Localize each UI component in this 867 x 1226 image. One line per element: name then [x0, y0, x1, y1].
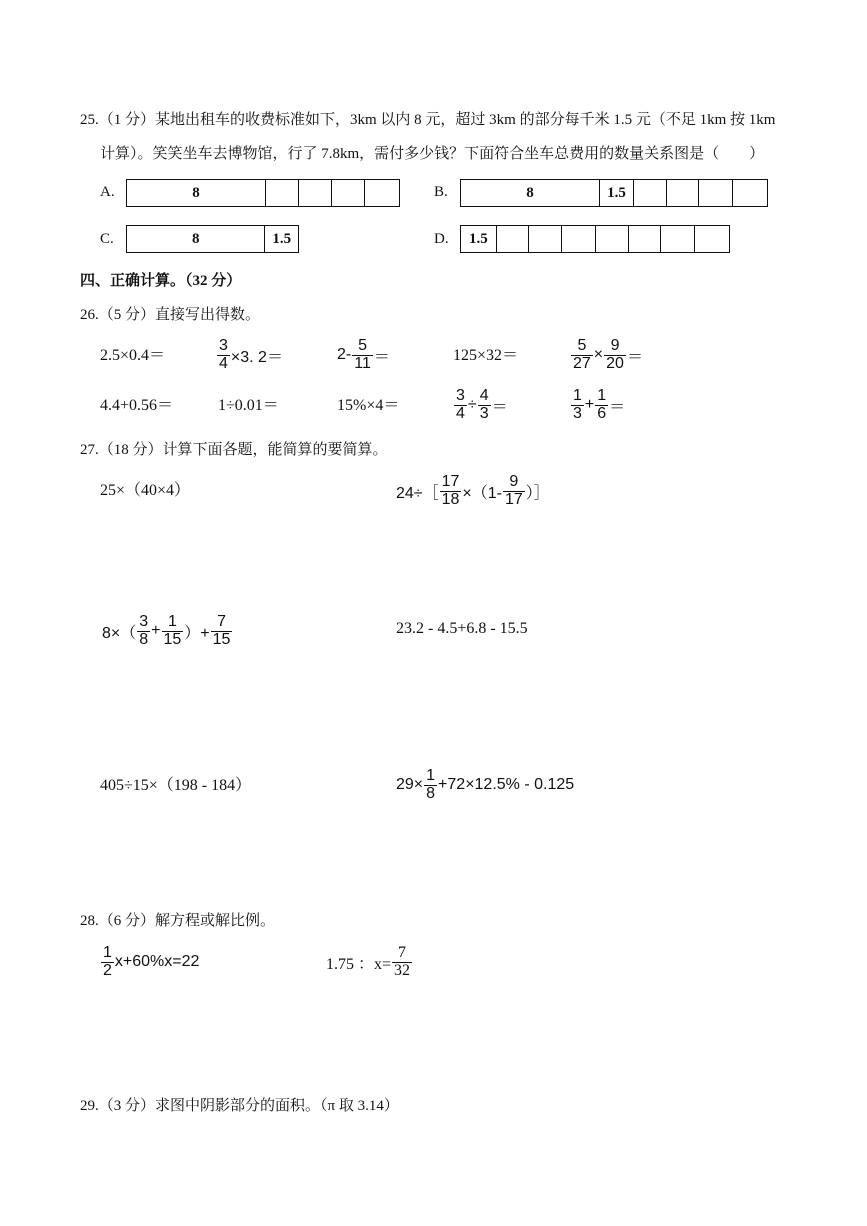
fraction — [101, 945, 114, 980]
expr-text: ）+ — [184, 624, 210, 642]
denominator: 8 — [426, 784, 436, 802]
bar-cell — [365, 180, 399, 206]
q26-expr-6 — [100, 392, 173, 415]
q26-expr-9 — [453, 388, 508, 423]
numerator: 9 — [509, 473, 519, 490]
bar-cell — [299, 180, 332, 206]
option-a-bar — [126, 179, 400, 207]
denominator: 11 — [354, 354, 371, 372]
expr-text: ＝ — [373, 348, 390, 366]
q27-title: 27.（18 分）计算下面各题，能简算的要简算。 — [80, 442, 388, 458]
q27-problem-5 — [100, 772, 251, 795]
expr-text: ÷ — [467, 396, 477, 414]
q26-expr-3 — [337, 338, 390, 373]
bar-cell: 1.5 — [272, 230, 292, 247]
q27-problem-2 — [396, 474, 550, 509]
option-b-label: B. — [434, 184, 448, 200]
denominator: 27 — [573, 354, 591, 372]
denominator: 20 — [606, 354, 624, 372]
expr-text: + — [151, 622, 161, 640]
fraction — [217, 338, 230, 373]
q26-expr-2 — [216, 338, 283, 373]
q25-line1: 25.（1 分）某地出租车的收费标准如下，3km 以内 8 元，超过 3km 的部分每千米 1.5 元（不足 1km 按 1km — [80, 112, 776, 128]
q26-expr-10 — [570, 388, 625, 423]
denominator: 32 — [394, 961, 411, 979]
numerator: 9 — [610, 337, 620, 354]
expr-text: 8×（ — [102, 624, 137, 642]
expr-text: ×3. 2＝ — [230, 348, 283, 366]
denominator: 6 — [597, 404, 607, 422]
numerator: 5 — [358, 337, 367, 354]
expr-text: ）］ — [525, 484, 550, 502]
fraction — [211, 614, 233, 649]
fraction — [604, 338, 626, 373]
option-c-bar — [126, 225, 299, 253]
option-c-label: C. — [100, 231, 114, 247]
numerator: 3 — [456, 387, 465, 404]
q26-expr-4 — [453, 342, 518, 365]
bar-cell: 8 — [461, 180, 600, 206]
numerator: 3 — [219, 337, 228, 354]
numerator: 1 — [167, 613, 177, 630]
expr-text: 2- — [337, 346, 352, 364]
bar-cell: 1.5 — [600, 180, 634, 206]
numerator: 1 — [573, 387, 582, 404]
bar-cell — [667, 180, 700, 206]
q26-expr-8 — [337, 392, 399, 415]
section-title: 四、正确计算。（32 分） — [80, 273, 242, 289]
bar-cell: 8 — [127, 226, 265, 252]
denominator: 17 — [504, 490, 523, 508]
denominator: 2 — [103, 961, 112, 979]
expr-text: 4.4+0.56＝ — [100, 397, 174, 414]
numerator: 1 — [597, 387, 607, 404]
q27-problem-4 — [396, 620, 528, 638]
bar-cell — [629, 226, 662, 252]
bar-cell — [733, 180, 767, 206]
q26-title: 26.（5 分）直接写出得数。 — [80, 307, 261, 323]
denominator: 18 — [441, 490, 460, 508]
denominator: 4 — [219, 354, 228, 372]
numerator: 4 — [479, 387, 489, 404]
numerator: 17 — [441, 473, 460, 490]
q28-equation-1 — [100, 945, 199, 980]
fraction — [571, 338, 593, 373]
numerator: 5 — [577, 337, 587, 354]
bar-cell — [596, 226, 629, 252]
denominator: 8 — [139, 630, 149, 648]
bar-cell — [699, 180, 733, 206]
fraction — [392, 945, 412, 980]
bar-cell — [661, 226, 695, 252]
fraction — [440, 474, 462, 509]
option-b-bar — [460, 179, 768, 207]
expr-text: 405÷15×（198 - 184） — [100, 777, 252, 794]
expr-text: ＝ — [609, 398, 626, 416]
denominator: 3 — [479, 404, 489, 422]
expr-text: 2.5×0.4＝ — [100, 347, 166, 364]
expr-text: 1.75 ：x= — [326, 955, 392, 973]
q27-problem-6 — [396, 768, 574, 803]
fraction — [571, 388, 584, 423]
expr-text: 15%×4＝ — [337, 397, 400, 414]
bar-cell — [266, 180, 299, 206]
bar-cell: 8 — [127, 180, 266, 206]
q25-line2: 计算）。笑笑坐车去博物馆，行了 7.8km，需付多少钱？下面符合坐车总费用的数量关系图是（ ） — [100, 146, 765, 162]
expr-text: 25×（40×4） — [100, 482, 191, 499]
denominator: 3 — [573, 404, 582, 422]
q28-title: 28.（6 分）解方程或解比例。 — [80, 913, 276, 929]
bar-cell — [332, 180, 366, 206]
expr-text: 29× — [396, 776, 424, 794]
bar-cell — [497, 226, 530, 252]
option-d-label: D. — [434, 231, 449, 247]
bar-cell — [634, 180, 667, 206]
numerator: 7 — [217, 613, 226, 630]
expr-text: 1÷0.01＝ — [218, 397, 279, 414]
denominator: 4 — [456, 404, 465, 422]
fraction — [595, 388, 608, 423]
option-a-label: A. — [100, 184, 115, 200]
q26-expr-5 — [570, 338, 643, 373]
expr-text: 125×32＝ — [453, 347, 519, 364]
expr-text: × — [593, 346, 604, 364]
denominator: 15 — [163, 630, 182, 648]
numerator: 3 — [139, 613, 149, 630]
option-d-bar — [460, 225, 730, 253]
numerator: 1 — [103, 944, 112, 961]
expr-text: ＝ — [491, 398, 508, 416]
fraction — [162, 614, 184, 649]
fraction — [478, 388, 491, 423]
expr-text: x+60%x=22 — [114, 953, 200, 971]
expr-text: 23.2 - 4.5+6.8 - 15.5 — [396, 620, 528, 637]
q26-expr-1 — [100, 342, 165, 365]
expr-text: +72×12.5% - 0.125 — [438, 776, 575, 794]
bar-cell — [562, 226, 596, 252]
expr-text: + — [584, 396, 595, 414]
q29-title: 29.（3 分）求图中阴影部分的面积。（π 取 3.14） — [80, 1098, 399, 1114]
expr-text: ＝ — [626, 348, 643, 366]
numerator: 7 — [398, 944, 407, 961]
expr-text: ×（1- — [462, 484, 502, 502]
expr-text: 24÷［ — [396, 484, 439, 502]
q27-problem-1 — [100, 477, 190, 500]
fraction — [454, 388, 467, 423]
fraction — [137, 614, 150, 649]
q27-problem-3 — [102, 614, 233, 649]
q28-equation-2 — [326, 945, 413, 980]
bar-cell — [695, 226, 729, 252]
fraction — [424, 768, 437, 803]
bar-cell: 1.5 — [461, 226, 497, 252]
bar-cell — [529, 226, 562, 252]
denominator: 15 — [212, 630, 231, 648]
numerator: 1 — [426, 767, 436, 784]
fraction — [352, 338, 373, 373]
q26-expr-7 — [218, 392, 279, 415]
fraction — [503, 474, 525, 509]
